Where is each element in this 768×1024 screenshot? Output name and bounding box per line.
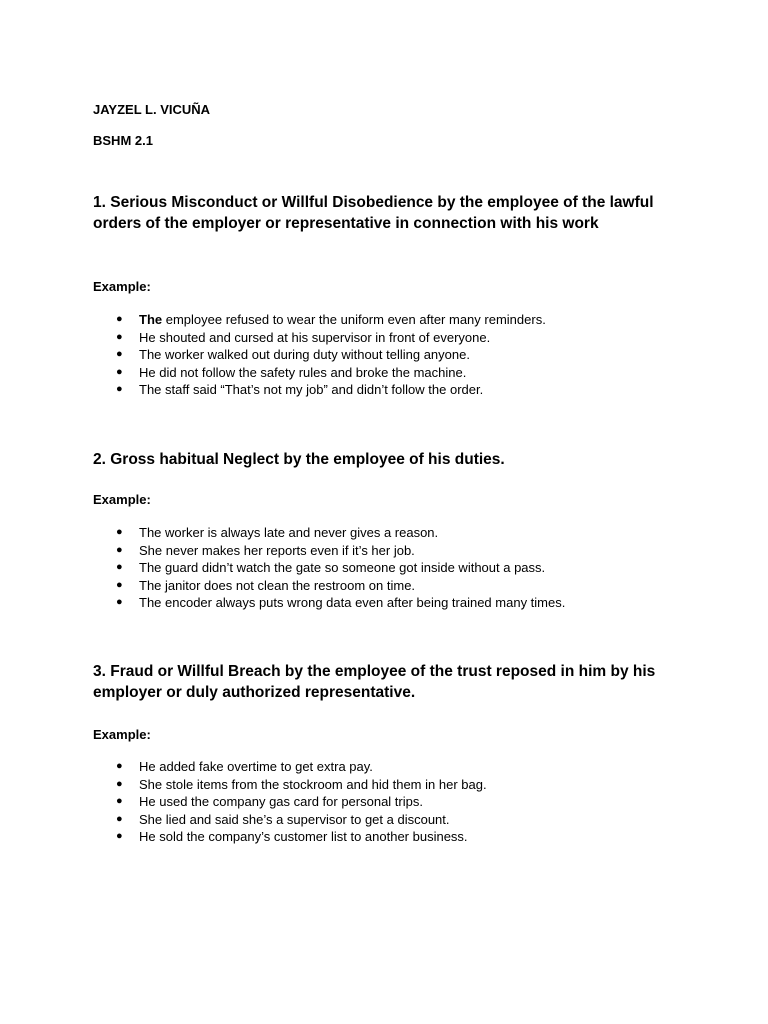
list-item xyxy=(93,594,565,612)
list-item xyxy=(93,311,546,329)
section-1 xyxy=(93,192,693,398)
list-item xyxy=(93,758,487,776)
example-label: Example: xyxy=(93,727,151,742)
section-2 xyxy=(93,449,693,611)
bullet-icon: ● xyxy=(116,561,123,574)
list-item xyxy=(93,559,565,577)
bullet-icon: ● xyxy=(116,313,123,325)
section-heading: 1. Serious Misconduct or Willful Disobedience by the employee of the lawful orders of the employer or representative in connection with his work xyxy=(93,194,654,232)
author-name: JAYZEL L. VICUÑA xyxy=(93,102,211,117)
bullet-icon: ● xyxy=(116,348,123,361)
list-item xyxy=(93,346,546,364)
list-item xyxy=(93,364,546,382)
list-item xyxy=(93,776,487,794)
item-text: The encoder always puts wrong data even after being trained many times. xyxy=(139,595,566,611)
item-text: employee refused to wear the uniform even after many reminders. xyxy=(162,312,546,327)
item-text: The worker is always late and never gives a reason. xyxy=(139,525,439,540)
item-text: He shouted and cursed at his supervisor in front of everyone. xyxy=(139,329,491,345)
item-text: The guard didn’t watch the gate so someone got inside without a pass. xyxy=(139,560,546,576)
bullet-icon: ● xyxy=(116,578,123,591)
item-text: He added fake overtime to get extra pay. xyxy=(139,759,373,774)
bullet-icon: ● xyxy=(116,830,123,843)
example-label: Example: xyxy=(93,492,151,507)
item-text: The staff said “That’s not my job” and didn’t follow the order. xyxy=(139,382,484,398)
example-label: Example: xyxy=(93,279,151,294)
item-text: She never makes her reports even if it’s her job. xyxy=(139,542,415,558)
bullet-icon: ● xyxy=(116,526,123,538)
item-text: The worker walked out during duty without telling anyone. xyxy=(139,347,470,363)
bullet-icon: ● xyxy=(116,383,123,396)
item-text: She stole items from the stockroom and hid them in her bag. xyxy=(139,776,487,792)
item-text: He used the company gas card for personal trips. xyxy=(139,794,423,810)
bullet-icon: ● xyxy=(116,795,123,808)
list-item xyxy=(93,329,546,347)
list-item xyxy=(93,793,487,811)
list-item xyxy=(93,381,546,399)
list-item xyxy=(93,524,565,542)
item-lead: The xyxy=(139,312,163,327)
list-item xyxy=(93,828,487,846)
item-text: The janitor does not clean the restroom on time. xyxy=(139,577,416,593)
example-list xyxy=(93,311,546,399)
course-section: BSHM 2.1 xyxy=(93,133,153,148)
section-heading: 2. Gross habitual Neglect by the employee of his duties. xyxy=(93,451,505,468)
bullet-icon: ● xyxy=(116,777,123,790)
bullet-icon: ● xyxy=(116,812,123,825)
bullet-icon: ● xyxy=(116,330,123,343)
bullet-icon: ● xyxy=(116,760,123,772)
bullet-icon: ● xyxy=(116,543,123,556)
item-text: She lied and said she’s a supervisor to get a discount. xyxy=(139,811,450,827)
bullet-icon: ● xyxy=(116,365,123,378)
section-heading: 3. Fraud or Willful Breach by the employee of the trust reposed in him by his employer or duly authorized representative. xyxy=(93,663,656,701)
item-text: He did not follow the safety rules and broke the machine. xyxy=(139,364,467,380)
bullet-icon: ● xyxy=(116,596,123,609)
example-list xyxy=(93,758,487,846)
list-item xyxy=(93,542,565,560)
list-item xyxy=(93,577,565,595)
example-list xyxy=(93,524,565,612)
section-3 xyxy=(93,661,693,845)
list-item xyxy=(93,811,487,829)
item-text: He sold the company’s customer list to another business. xyxy=(139,829,468,845)
